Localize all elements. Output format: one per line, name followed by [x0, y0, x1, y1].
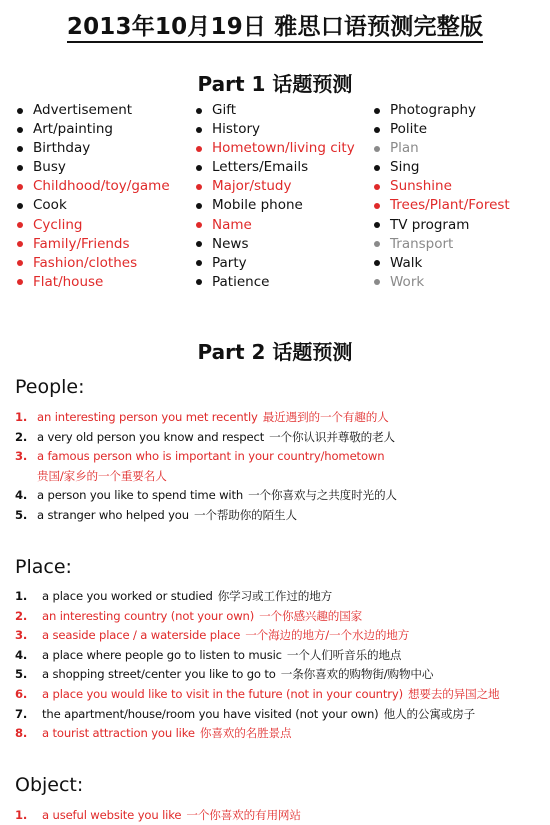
part1-topic-label: Cycling	[33, 216, 83, 233]
part1-topic-item	[16, 139, 170, 158]
part1-topic-item	[373, 254, 510, 273]
bullet-dot-icon	[196, 222, 202, 228]
part1-topic-label: Family/Friends	[33, 235, 130, 252]
item-english-text: a seaside place / a waterside place	[42, 628, 241, 643]
part1-topic-item	[195, 235, 355, 254]
bullet-dot-icon	[196, 241, 202, 247]
item-number: 1.	[15, 410, 28, 424]
item-chinese-text: 一个你喜欢的有用网站	[186, 808, 301, 822]
place-topic-item	[15, 665, 500, 685]
item-english-text: a place where people go to listen to music	[42, 647, 282, 662]
item-chinese-text: 你喜欢的名胜景点	[199, 726, 292, 741]
part1-topic-item	[373, 139, 510, 158]
bullet-dot-icon	[196, 279, 202, 285]
item-chinese-text: 最近遇到的一个有趣的人	[262, 410, 389, 424]
bullet-dot-icon	[17, 165, 23, 171]
item-english-text: a stranger who helped you	[37, 507, 189, 522]
item-chinese-text: 一个帮助你的陌生人	[193, 507, 297, 522]
bullet-dot-icon	[196, 260, 202, 266]
bullet-dot-icon	[17, 279, 23, 285]
item-english-text: an interesting country (not your own)	[42, 608, 255, 623]
item-english-text: a shopping street/center you like to go to	[42, 667, 276, 682]
object-topic-list	[15, 806, 301, 825]
people-topic-item	[15, 486, 397, 506]
item-chinese-text: 一条你喜欢的购物街/购物中心	[280, 667, 434, 682]
part1-topic-item	[373, 158, 510, 177]
part1-topic-label: History	[212, 121, 261, 138]
item-number: 3.	[15, 449, 28, 464]
item-chinese-text: 一个人们听音乐的地点	[286, 647, 402, 662]
bullet-dot-icon	[17, 108, 23, 114]
item-number: 7.	[15, 706, 28, 721]
item-english-text: a tourist attraction you like	[42, 726, 195, 741]
bullet-dot-icon	[374, 260, 380, 266]
part1-topic-label: Trees/Plant/Forest	[390, 197, 510, 214]
part1-topic-label: Advertisement	[33, 102, 133, 118]
item-chinese-text: 一个海边的地方/一个水边的地方	[245, 628, 410, 643]
item-number: 6.	[15, 686, 28, 701]
place-topic-item	[15, 607, 500, 627]
part1-topic-item	[16, 235, 170, 254]
place-topic-item	[15, 685, 500, 705]
part1-topic-item	[195, 101, 355, 120]
part1-title: Part 1 话题预测	[197, 72, 353, 96]
part1-topic-label: Birthday	[33, 140, 91, 157]
people-topic-list	[15, 408, 397, 526]
part1-topic-item	[373, 273, 510, 292]
place-topic-item	[15, 646, 500, 666]
bullet-dot-icon	[374, 279, 380, 285]
part1-topic-item	[195, 177, 355, 196]
part1-topic-item	[373, 101, 510, 120]
item-number: 1.	[15, 808, 28, 822]
bullet-dot-icon	[17, 203, 23, 209]
part1-topic-item	[16, 120, 170, 139]
part1-topic-label: Patience	[212, 273, 270, 290]
bullet-dot-icon	[374, 165, 380, 171]
part1-topic-column-3	[373, 101, 510, 292]
part1-topic-item	[195, 254, 355, 273]
part1-topic-item	[16, 158, 170, 177]
item-english-text: a place you would like to visit in the future (not in your country)	[42, 686, 403, 701]
bullet-dot-icon	[196, 146, 202, 152]
bullet-dot-icon	[374, 127, 380, 133]
part1-topic-item	[373, 120, 510, 139]
item-number: 5.	[15, 507, 28, 522]
item-chinese-text: 一个你感兴趣的国家	[259, 608, 363, 623]
bullet-dot-icon	[17, 260, 23, 266]
part1-topic-label: TV program	[390, 216, 470, 233]
object-topic-item	[15, 806, 301, 825]
item-number: 1.	[15, 589, 28, 603]
part1-topic-label: Plan	[390, 140, 419, 157]
part1-topic-item	[195, 273, 355, 292]
place-topic-item	[15, 626, 500, 646]
place-heading: Place:	[15, 556, 72, 578]
part2-title: Part 2 话题预测	[197, 340, 353, 364]
part1-topic-item	[195, 216, 355, 235]
part1-topic-item	[16, 254, 170, 273]
part1-topic-item	[373, 216, 510, 235]
bullet-dot-icon	[17, 241, 23, 247]
item-number: 4.	[15, 488, 28, 503]
part1-topic-column-1	[16, 101, 170, 292]
item-number: 2.	[15, 429, 28, 444]
document-title-text: 2013年10月19日 雅思口语预测完整版	[67, 14, 483, 43]
people-topic-item	[15, 447, 397, 486]
people-heading: People:	[15, 376, 85, 398]
part1-topic-item	[373, 235, 510, 254]
part1-topic-item	[195, 196, 355, 215]
item-number: 2.	[15, 608, 28, 623]
item-english-text: an interesting person you met recently	[37, 410, 258, 424]
item-chinese-text: 想要去的异国之地	[407, 686, 500, 701]
part1-topic-item	[16, 273, 170, 292]
part1-topic-item	[16, 216, 170, 235]
part1-topic-label: Walk	[390, 254, 423, 271]
part1-topic-item	[373, 177, 510, 196]
part1-topic-label: Childhood/toy/game	[33, 178, 170, 195]
part1-topic-label: Sunshine	[390, 178, 452, 195]
bullet-dot-icon	[17, 146, 23, 152]
part1-topic-label: Fashion/clothes	[33, 254, 138, 271]
part1-topic-label: Letters/Emails	[212, 159, 309, 176]
bullet-dot-icon	[17, 184, 23, 190]
part1-topic-item	[16, 196, 170, 215]
item-chinese-text: 一个你认识并尊敬的老人	[269, 429, 395, 444]
part1-topic-item	[195, 139, 355, 158]
document-title	[0, 8, 550, 41]
item-english-text: a famous person who is important in your country/hometown	[37, 449, 385, 464]
bullet-dot-icon	[374, 146, 380, 152]
item-chinese-text: 贵国/家乡的一个重要名人	[37, 468, 167, 483]
people-topic-item	[15, 428, 397, 448]
place-topic-item	[15, 587, 500, 607]
item-number: 3.	[15, 628, 28, 643]
item-english-text: a useful website you like	[42, 808, 182, 822]
bullet-dot-icon	[17, 222, 23, 228]
people-topic-item	[15, 408, 397, 428]
item-chinese-text: 你学习或工作过的地方	[217, 589, 333, 603]
item-number: 4.	[15, 647, 28, 662]
part1-topic-label: Transport	[390, 235, 454, 252]
item-english-text: a very old person you know and respect	[37, 429, 265, 444]
part1-topic-label: Gift	[212, 102, 237, 118]
part1-topic-item	[16, 177, 170, 196]
part1-topic-label: Polite	[390, 121, 428, 138]
part1-topic-item	[195, 158, 355, 177]
part1-topic-label: Hometown/living city	[212, 140, 355, 157]
bullet-dot-icon	[196, 108, 202, 114]
bullet-dot-icon	[374, 108, 380, 114]
part1-topic-item	[16, 101, 170, 120]
part1-topic-label: Photography	[390, 102, 477, 118]
people-topic-item	[15, 506, 397, 526]
item-english-text: a person you like to spend time with	[37, 488, 244, 503]
bullet-dot-icon	[374, 222, 380, 228]
part1-topic-label: Name	[212, 216, 252, 233]
bullet-dot-icon	[374, 184, 380, 190]
place-topic-item	[15, 705, 500, 725]
part1-topic-label: Party	[212, 254, 247, 271]
part1-topic-label: Cook	[33, 197, 67, 214]
part1-topic-item	[373, 196, 510, 215]
part1-topic-label: News	[212, 235, 249, 252]
item-number: 8.	[15, 726, 28, 741]
place-topic-list	[15, 587, 500, 744]
place-topic-item	[15, 724, 500, 744]
item-number: 5.	[15, 667, 28, 682]
bullet-dot-icon	[374, 241, 380, 247]
part1-topic-label: Art/painting	[33, 121, 113, 138]
part1-topic-label: Work	[390, 273, 425, 290]
item-chinese-text: 他人的公寓或房子	[383, 706, 476, 721]
bullet-dot-icon	[196, 203, 202, 209]
item-chinese-text: 一个你喜欢与之共度时光的人	[248, 488, 397, 503]
part1-topic-label: Busy	[33, 159, 66, 176]
part1-topic-column-2	[195, 101, 355, 292]
part1-topic-label: Mobile phone	[212, 197, 303, 214]
part1-topic-label: Sing	[390, 159, 420, 176]
part1-topic-label: Major/study	[212, 178, 292, 195]
bullet-dot-icon	[196, 165, 202, 171]
bullet-dot-icon	[196, 184, 202, 190]
part1-topic-item	[195, 120, 355, 139]
object-heading: Object:	[15, 774, 84, 796]
item-english-text: the apartment/house/room you have visited (not your own)	[42, 706, 379, 721]
bullet-dot-icon	[17, 127, 23, 133]
part1-topic-label: Flat/house	[33, 273, 104, 290]
item-english-text: a place you worked or studied	[42, 589, 213, 603]
bullet-dot-icon	[196, 127, 202, 133]
bullet-dot-icon	[374, 203, 380, 209]
